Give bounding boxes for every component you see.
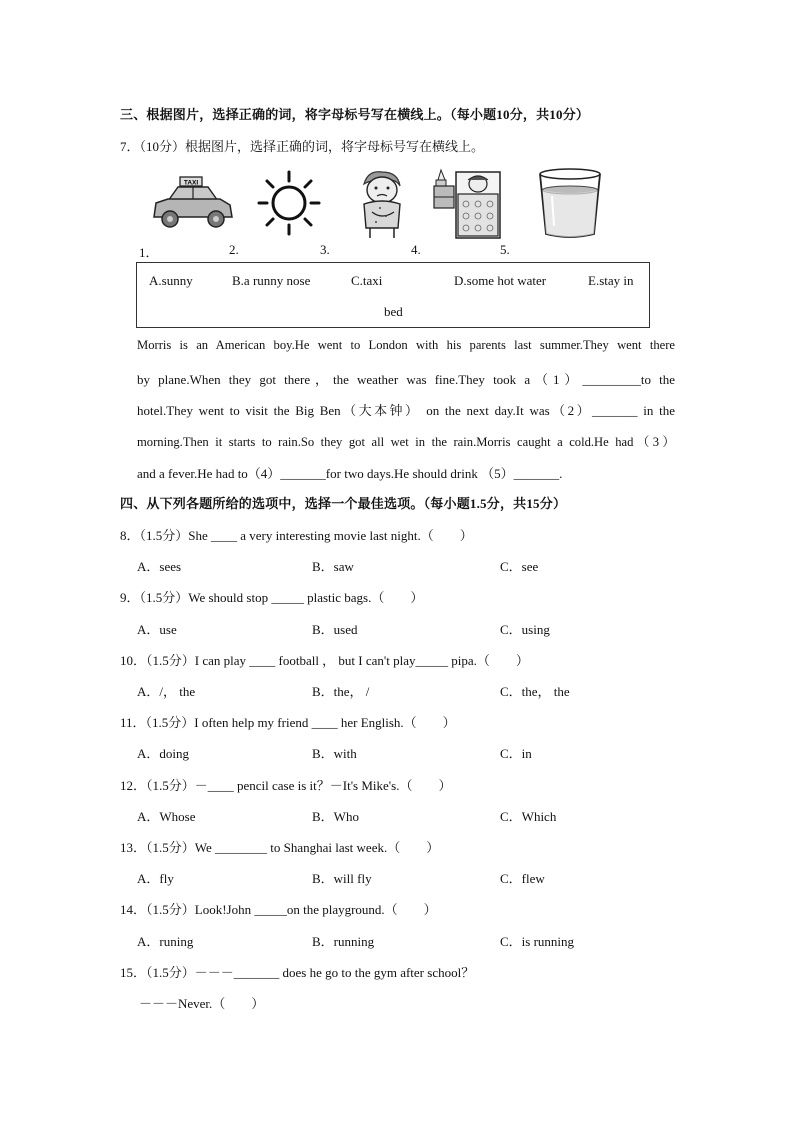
- q12-option-b: B．Who: [312, 809, 359, 824]
- q11-option-a: A．doing: [137, 746, 190, 761]
- q8-option-a: A．sees: [137, 559, 182, 574]
- question-13: 13．（1.5分）We ________ to Shanghai last week.（ ）: [120, 840, 440, 855]
- word-option-c: C.taxi: [351, 273, 383, 288]
- sun-icon: [257, 170, 321, 236]
- q11-option-b: B．with: [312, 746, 357, 761]
- sick-boy-icon: [350, 168, 410, 240]
- section3-title: 三、根据图片，选择正确的词，将字母标号写在横线上。（每小题10分，共10分）: [120, 107, 590, 122]
- question-15: 15．（1.5分）－－－_______ does he go to the gym after school？: [120, 965, 475, 980]
- taxi-icon: [150, 175, 234, 237]
- word-option-b: B.a runny nose: [232, 273, 311, 288]
- picture-number-4: 4.: [411, 242, 421, 257]
- glass-of-water-icon: [536, 166, 604, 240]
- picture-number-3: 3.: [320, 242, 330, 257]
- q14-option-a: A．runing: [137, 934, 194, 949]
- q11-option-c: C．in: [500, 746, 532, 761]
- q9-option-c: C．using: [500, 622, 550, 637]
- passage-line-2: by plane.When they got there，the weather was fine.They took a（1）_________to the: [137, 372, 675, 387]
- q12-option-c: C．Which: [500, 809, 557, 824]
- question-7: 7．（10分）根据图片，选择正确的词，将字母标号写在横线上。: [120, 139, 485, 154]
- q9-option-a: A．use: [137, 622, 177, 637]
- q12-option-a: A．Whose: [137, 809, 196, 824]
- q13-option-b: B．will fly: [312, 871, 372, 886]
- q13-option-c: C．flew: [500, 871, 545, 886]
- taxi-sign: TAXI: [183, 179, 199, 187]
- question-9: 9．（1.5分）We should stop _____ plastic bags.（ ）: [120, 590, 424, 605]
- q14-option-c: C．is running: [500, 934, 575, 949]
- question-14: 14．（1.5分）Look!John _____on the playground.（ ）: [120, 902, 437, 917]
- passage-line-5: and a fever.He had to（4）_______for two days.He should drink （5）_______.: [137, 466, 563, 481]
- passage-line-1: Morris is an American boy.He went to London with his parents last summer.They went there: [137, 338, 675, 352]
- q10-option-b: B．the， /: [312, 684, 370, 699]
- question-8: 8．（1.5分）She ____ a very interesting movie last night.（ ）: [120, 528, 473, 543]
- q9-option-b: B．used: [312, 622, 358, 637]
- passage-line-4: morning.Then it starts to rain.So they got all wet in the rain.Morris caught a cold.He had（3）: [137, 435, 675, 449]
- question-11: 11．（1.5分）I often help my friend ____ her English.（ ）: [120, 715, 456, 730]
- question-10: 10．（1.5分）I can play ____ football ， but I can't play_____ pipa.（ ）: [120, 653, 529, 668]
- bed-icon: [432, 166, 504, 242]
- word-option-d: D.some hot water: [454, 273, 547, 288]
- q8-option-c: C．see: [500, 559, 539, 574]
- q8-option-b: B．saw: [312, 559, 354, 574]
- picture-number-5: 5.: [500, 242, 510, 257]
- picture-number-1: 1．: [139, 245, 159, 260]
- section4-title: 四、从下列各题所给的选项中，选择一个最佳选项。（每小题1.5分，共15分）: [120, 496, 567, 511]
- word-option-a: A.sunny: [149, 273, 193, 288]
- passage-line-3: hotel.They went to visit the Big Ben（大本钟） on the next day.It was（2）_______ in the: [137, 403, 675, 418]
- q10-option-c: C．the， the: [500, 684, 570, 699]
- question-12: 12．（1.5分）－____ pencil case is it？－It's Mike's.（ ）: [120, 778, 452, 793]
- picture-number-2: 2.: [229, 242, 239, 257]
- word-option-e: E.stay in: [588, 273, 634, 288]
- question-15-answer: －－－Never.（ ）: [139, 996, 265, 1011]
- q10-option-a: A．/， the: [137, 684, 196, 699]
- word-option-e-cont: bed: [384, 304, 403, 319]
- q13-option-a: A．fly: [137, 871, 174, 886]
- q14-option-b: B．running: [312, 934, 375, 949]
